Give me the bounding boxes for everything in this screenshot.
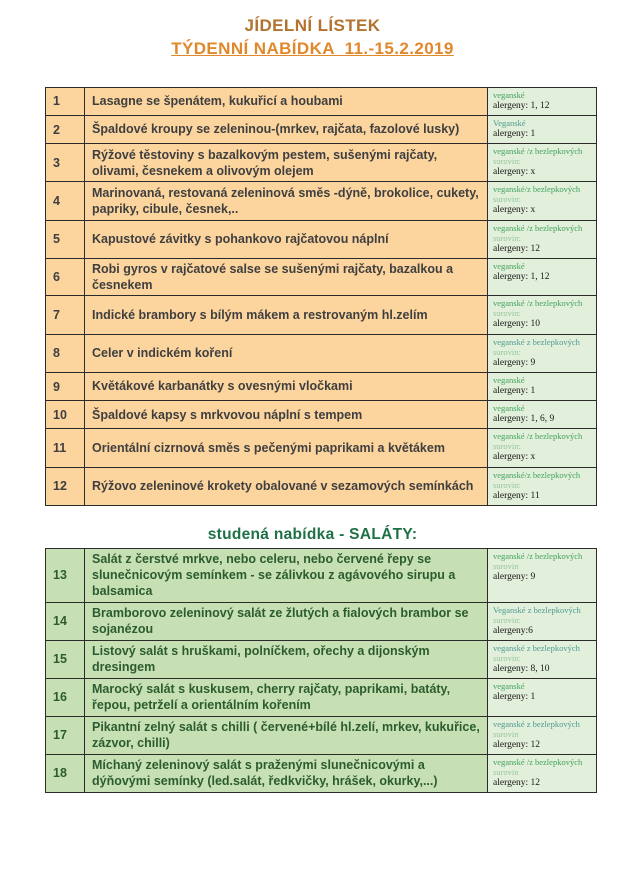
vegan-label: Veganské <box>493 118 526 128</box>
table-row <box>46 144 597 182</box>
vegan-badge <box>488 429 597 467</box>
row-number: 12 <box>46 467 85 505</box>
allergens-label: alergeny: 1 <box>493 692 536 703</box>
vegan-label: veganské <box>493 403 525 414</box>
vegan-badge <box>488 716 597 754</box>
vegan-badge <box>488 182 597 220</box>
salads-menu-table <box>45 548 597 793</box>
allergens-label: alergeny: 11 <box>493 490 540 501</box>
section-title-salads: studená nabídka - SALÁTY: <box>207 525 418 543</box>
table-row <box>46 372 597 400</box>
row-number: 6 <box>46 258 85 296</box>
vegan-label: veganské <box>493 89 525 100</box>
vegan-label: veganské /z bezlepkových <box>493 431 583 442</box>
vegan-label: veganské <box>493 260 525 271</box>
table-row <box>46 116 597 144</box>
row-number: 11 <box>46 429 85 467</box>
vegan-label: veganské z bezlepkových <box>493 642 580 653</box>
row-number: 5 <box>46 220 85 258</box>
vegan-label: veganské z bezlepkových <box>493 336 580 347</box>
table-row <box>46 640 597 678</box>
vegan-badge <box>488 144 597 182</box>
dish-name: Celer v indickém koření <box>85 334 488 372</box>
dish-name: Indické brambory s bílým mákem a restrovaným hl.zelím <box>85 296 488 334</box>
surovin-label: surovin: <box>493 479 521 490</box>
allergens-label: alergeny: 10 <box>493 319 541 330</box>
vegan-label: veganské /z bezlepkových <box>493 298 583 309</box>
page-title: JÍDELNÍ LÍSTEK <box>244 16 381 35</box>
row-number: 8 <box>46 334 85 372</box>
dish-name: Květákové karbanátky s ovesnými vločkami <box>85 372 488 400</box>
allergens-label: alergeny: 12 <box>493 243 541 254</box>
page-subtitle: TÝDENNÍ NABÍDKA 11.-15.2.2019 <box>171 39 454 59</box>
row-number: 7 <box>46 296 85 334</box>
table-row <box>46 182 597 220</box>
allergens-label: alergeny: 1, 12 <box>493 100 550 111</box>
surovin-label: surovin: <box>493 308 521 319</box>
allergens-label: alergeny: 12 <box>493 777 541 788</box>
surovin-label: surovin: <box>493 614 521 625</box>
row-number: 15 <box>46 640 85 678</box>
table-row <box>46 401 597 429</box>
row-number: 17 <box>46 716 85 754</box>
dish-name: Špaldové kapsy s mrkvovou náplní s tempem <box>85 401 488 429</box>
vegan-label: veganské <box>493 681 525 692</box>
vegan-badge <box>488 87 597 115</box>
allergens-label: alergeny: 9 <box>493 571 536 582</box>
table-row <box>46 467 597 505</box>
vegan-badge <box>488 296 597 334</box>
row-number: 3 <box>46 144 85 182</box>
dish-name: Kapustové závitky s pohankovo rajčatovou náplní <box>85 220 488 258</box>
dish-name: Pikantní zelný salát s chilli ( červené+bílé hl.zelí, mrkev, kukuřice, zázvor, chilli) <box>85 716 488 754</box>
vegan-badge <box>488 467 597 505</box>
row-number: 14 <box>46 602 85 640</box>
allergens-label: alergeny: 1, 6, 9 <box>493 414 555 425</box>
vegan-label: veganské /z bezlepkových <box>493 146 583 157</box>
dish-name: Bramborovo zeleninový salát ze žlutých a fialových brambor se sojanézou <box>85 602 488 640</box>
vegan-badge <box>488 548 597 602</box>
dish-name: Marinovaná, restovaná zeleninová směs -dýně, brokolice, cukety, papriky, cibule, česnek,.. <box>85 182 488 220</box>
allergens-label: alergeny: 1 <box>493 385 536 396</box>
allergens-label: alergeny: x <box>493 452 536 463</box>
dish-name: Špaldové kroupy se zeleninou-(mrkev, rajčata, fazolové lusky) <box>85 116 488 144</box>
dish-name: Rýžové těstoviny s bazalkovým pestem, sušenými rajčaty, olivami, česnekem a olivovým olejem <box>85 144 488 182</box>
surovin-label: surovin: <box>493 232 521 243</box>
vegan-badge <box>488 602 597 640</box>
row-number: 16 <box>46 679 85 717</box>
vegan-badge <box>488 640 597 678</box>
allergens-label: alergeny: 8, 10 <box>493 663 550 674</box>
table-row <box>46 602 597 640</box>
dish-name: Lasagne se špenátem, kukuřicí a houbami <box>85 87 488 115</box>
row-number: 9 <box>46 372 85 400</box>
dish-name: Listový salát s hruškami, polníčkem, ořechy a dijonským dresingem <box>85 640 488 678</box>
vegan-badge <box>488 401 597 429</box>
dish-name: Marocký salát s kuskusem, cherry rajčaty, paprikami, batáty, řepou, petrželí a orientálním kořením <box>85 679 488 717</box>
allergens-label: alergeny: x <box>493 205 536 216</box>
surovin-label: surovin: <box>493 652 521 663</box>
vegan-badge <box>488 220 597 258</box>
vegan-badge <box>488 116 597 144</box>
allergens-label: alergeny: 1, 12 <box>493 271 550 282</box>
surovin-label: surovin: <box>493 346 521 357</box>
surovin-label: surovin <box>493 766 519 777</box>
vegan-label: veganské/z bezlepkových <box>493 469 581 480</box>
table-row <box>46 429 597 467</box>
table-row <box>46 296 597 334</box>
vegan-label: veganské <box>493 374 525 385</box>
vegan-badge <box>488 258 597 296</box>
vegan-badge <box>488 372 597 400</box>
vegan-badge <box>488 679 597 717</box>
table-row <box>46 334 597 372</box>
row-number: 4 <box>46 182 85 220</box>
allergens-label: alergeny: 1 <box>493 129 536 140</box>
allergens-label: alergeny: 12 <box>493 739 541 750</box>
row-number: 10 <box>46 401 85 429</box>
table-row <box>46 220 597 258</box>
allergens-label: alergeny:6 <box>493 625 533 636</box>
hot-menu-table <box>45 87 597 506</box>
row-number: 18 <box>46 754 85 792</box>
table-row <box>46 548 597 602</box>
vegan-label: veganské /z bezlepkových <box>493 222 583 233</box>
vegan-badge <box>488 754 597 792</box>
vegan-label: veganské /z bezlepkových <box>493 550 583 561</box>
table-row <box>46 754 597 792</box>
table-row <box>46 679 597 717</box>
surovin-label: surovin <box>493 560 519 571</box>
vegan-label: Veganské z bezlepkových <box>493 604 581 615</box>
vegan-badge <box>488 334 597 372</box>
dish-name: Míchaný zeleninový salát s praženými slunečnicovými a dýňovými semínky (led.salát, ředkvičky, hrášek, okurky,...) <box>85 754 488 792</box>
surovin-label: surovin: <box>493 441 521 452</box>
allergens-label: alergeny: 9 <box>493 357 536 368</box>
dish-name: Robi gyros v rajčatové salse se sušenými rajčaty, bazalkou a česnekem <box>85 258 488 296</box>
dish-name: Orientální cizrnová směs s pečenými paprikami a květákem <box>85 429 488 467</box>
table-row <box>46 87 597 115</box>
vegan-label: veganské/z bezlepkových <box>493 184 581 195</box>
surovin-label: surovin: <box>493 156 521 167</box>
dish-name: Salát z čerstvé mrkve, nebo celeru, nebo červené řepy se slunečnicovým semínkem - se zálivkou z agávového sirupu a balsamica <box>85 548 488 602</box>
row-number: 13 <box>46 548 85 602</box>
table-row <box>46 258 597 296</box>
vegan-label: veganské z bezlepkových <box>493 718 580 729</box>
row-number: 1 <box>46 87 85 115</box>
dish-name: Rýžovo zeleninové krokety obalované v sezamových semínkách <box>85 467 488 505</box>
vegan-label: veganské /z bezlepkových <box>493 756 583 767</box>
table-row <box>46 716 597 754</box>
row-number: 2 <box>46 116 85 144</box>
surovin-label: surovin <box>493 728 519 739</box>
surovin-label: surovin: <box>493 194 521 205</box>
allergens-label: alergeny: x <box>493 167 536 178</box>
